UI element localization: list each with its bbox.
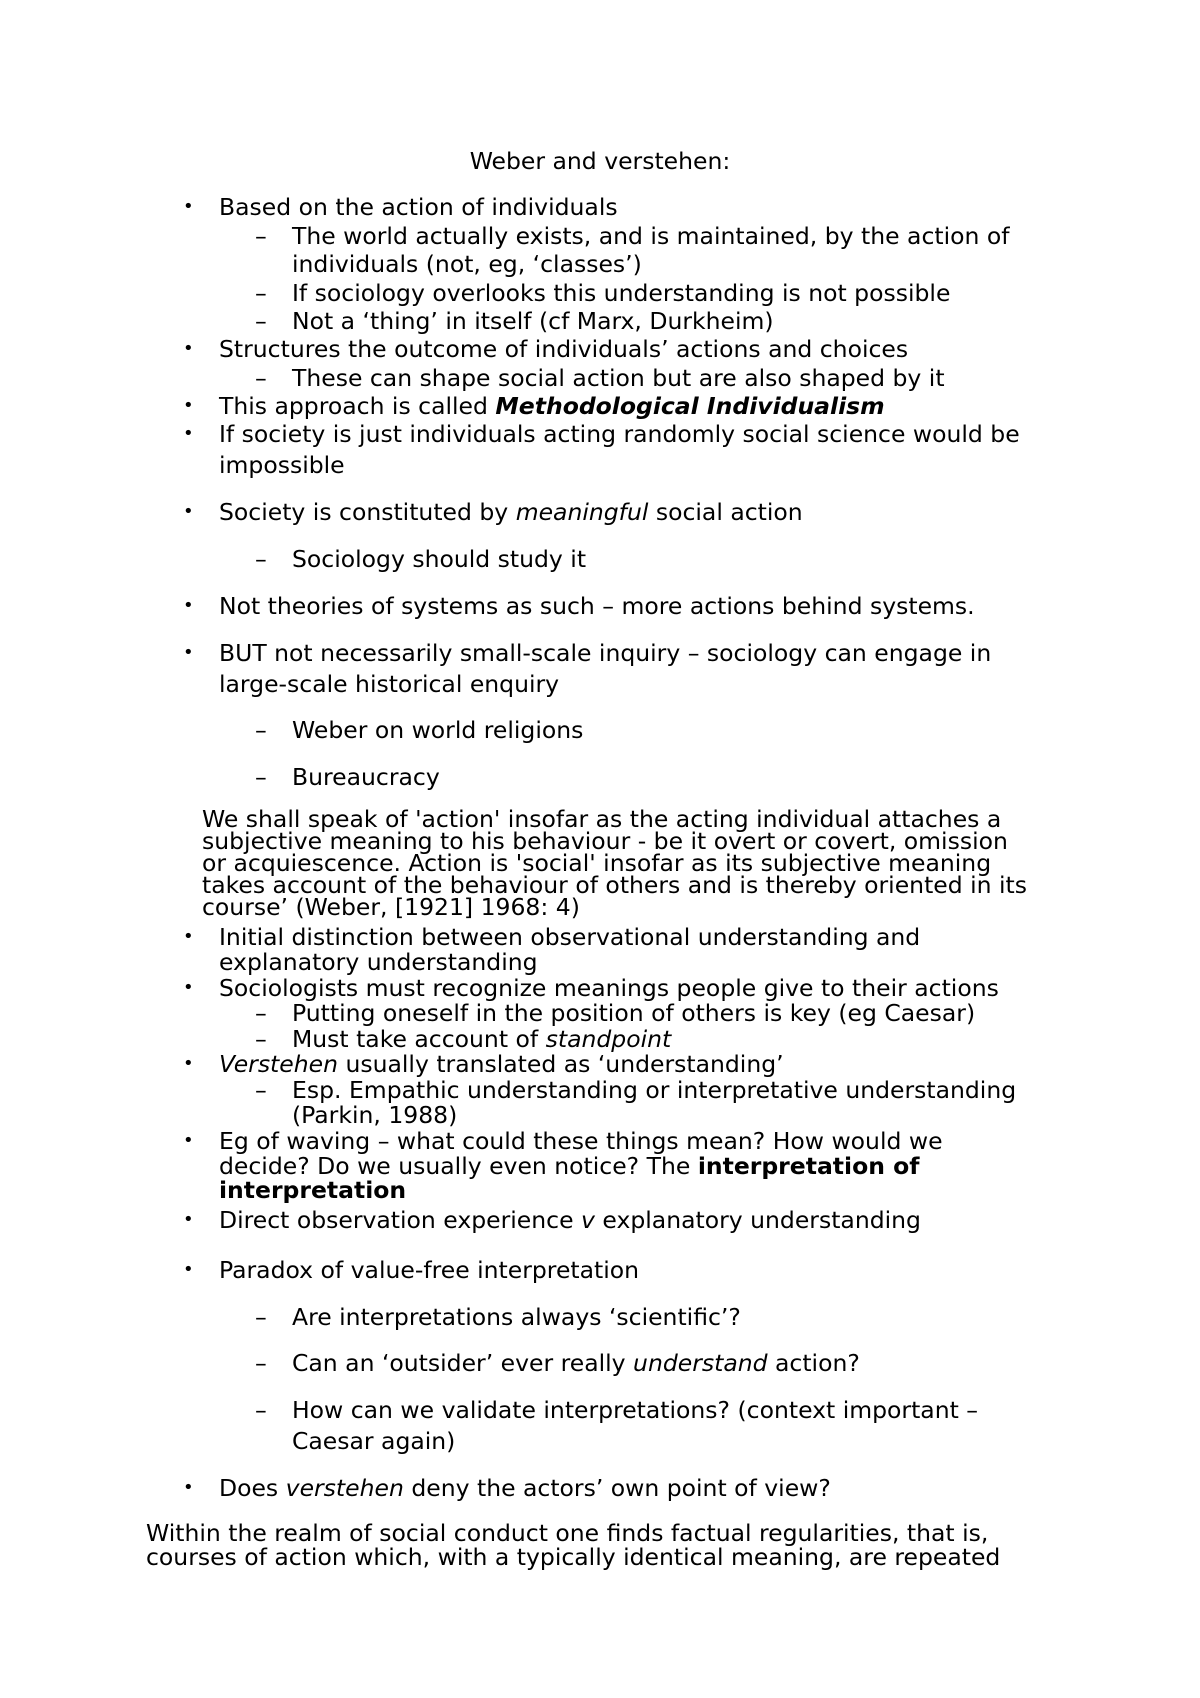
sub-bullet-item: If sociology overlooks this understanding is not possible xyxy=(292,279,951,307)
bullet-marker: • xyxy=(183,423,194,444)
emphasis-text: standpoint xyxy=(545,1025,672,1053)
dash-marker: – xyxy=(255,545,267,573)
bullet-marker: • xyxy=(183,1053,194,1074)
dash-marker: – xyxy=(255,279,267,307)
emphasis-text: Verstehen xyxy=(219,1050,338,1078)
bullet-continuation: large-scale historical enquiry xyxy=(219,670,560,698)
dash-marker: – xyxy=(255,1025,267,1053)
bullet-marker: • xyxy=(183,1130,194,1151)
paragraph-line: courses of action which, with a typically identical meaning, are repeated xyxy=(146,1543,1001,1571)
bullet-marker: • xyxy=(183,338,194,359)
sub-bullet-continuation: individuals (not, eg, ‘classes’) xyxy=(292,250,642,278)
dash-marker: – xyxy=(255,307,267,335)
sub-bullet-item: How can we validate interpretations? (context important – xyxy=(292,1396,979,1424)
bullet-marker: • xyxy=(183,595,194,616)
strong-text: interpretation xyxy=(219,1176,407,1204)
bullet-marker: • xyxy=(183,1477,194,1498)
bullet-item: Paradox of value-free interpretation xyxy=(219,1256,640,1284)
sub-bullet-item: These can shape social action but are also shaped by it xyxy=(292,364,945,392)
text-run: Society is constituted by xyxy=(219,498,516,526)
dash-marker: – xyxy=(255,1396,267,1424)
bullet-item: Structures the outcome of individuals’ actions and choices xyxy=(219,335,909,363)
sub-bullet-item: Are interpretations always ‘scientific’? xyxy=(292,1303,741,1331)
sub-bullet-item: Not a ‘thing’ in itself (cf Marx, Durkheim) xyxy=(292,307,774,335)
text-run: social action xyxy=(648,498,803,526)
bullet-item: Based on the action of individuals xyxy=(219,193,618,221)
dash-marker: – xyxy=(255,763,267,791)
strong-text: interpretation of xyxy=(697,1152,920,1180)
bullet-marker: • xyxy=(183,196,194,217)
quote-line: or acquiescence. Action is 'social' insofar as its subjective meaning xyxy=(202,849,992,877)
emphasis-text: v xyxy=(581,1206,595,1234)
text-run: explanatory understanding xyxy=(594,1206,921,1234)
bullet-item xyxy=(219,1050,784,1078)
bullet-continuation: explanatory understanding xyxy=(219,948,538,976)
bullet-item xyxy=(219,392,885,420)
bullet-item: BUT not necessarily small-scale inquiry – sociology can engage in xyxy=(219,639,992,667)
dash-marker: – xyxy=(255,999,267,1027)
paragraph-line: Within the realm of social conduct one finds factual regularities, that is, xyxy=(146,1519,989,1547)
bullet-marker: • xyxy=(183,501,194,522)
sub-bullet-item xyxy=(292,1025,671,1053)
dash-marker: – xyxy=(255,1076,267,1104)
quote-line: subjective meaning to his behaviour - be it overt or covert, omission xyxy=(202,827,1008,855)
text-run: action? xyxy=(767,1349,860,1377)
sub-bullet-continuation: (Parkin, 1988) xyxy=(292,1101,458,1129)
dash-marker: – xyxy=(255,1349,267,1377)
dash-marker: – xyxy=(255,364,267,392)
bullet-item: Sociologists must recognize meanings people give to their actions xyxy=(219,974,999,1002)
bullet-item: Eg of waving – what could these things mean? How would we xyxy=(219,1127,943,1155)
quote-line: course’ (Weber, [1921] 1968: 4) xyxy=(202,893,580,921)
emphasis-text: Methodological Individualism xyxy=(495,392,885,420)
bullet-item xyxy=(219,1474,831,1502)
emphasis-text: understand xyxy=(633,1349,768,1377)
sub-bullet-item: Esp. Empathic understanding or interpretative understanding xyxy=(292,1076,1017,1104)
bullet-marker: • xyxy=(183,395,194,416)
text-run: decide? Do we usually even notice? The xyxy=(219,1152,698,1180)
quote-line: We shall speak of 'action' insofar as the acting individual attaches a xyxy=(202,805,1002,833)
sub-bullet-item: Putting oneself in the position of others is key (eg Caesar) xyxy=(292,999,976,1027)
bullet-marker: • xyxy=(183,1259,194,1280)
bullet-item xyxy=(219,1206,921,1234)
bullet-continuation: impossible xyxy=(219,451,345,479)
dash-marker: – xyxy=(255,1303,267,1331)
text-run: Direct observation experience xyxy=(219,1206,582,1234)
bullet-marker: • xyxy=(183,926,194,947)
bullet-marker: • xyxy=(183,977,194,998)
bullet-item: If society is just individuals acting randomly social science would be xyxy=(219,420,1020,448)
quote-line: takes account of the behaviour of others and is thereby oriented in its xyxy=(202,871,1028,899)
bullet-marker: • xyxy=(183,642,194,663)
text-run: usually translated as ‘understanding’ xyxy=(337,1050,784,1078)
bullet-item: Initial distinction between observational understanding and xyxy=(219,923,921,951)
bullet-item xyxy=(219,498,803,526)
sub-bullet-item: Weber on world religions xyxy=(292,716,584,744)
text-run: Must take account of xyxy=(292,1025,546,1053)
bullet-item: Not theories of systems as such – more actions behind systems. xyxy=(219,592,975,620)
emphasis-text: meaningful xyxy=(515,498,649,526)
text-run: This approach is called xyxy=(219,392,496,420)
text-run: Does xyxy=(219,1474,286,1502)
dash-marker: – xyxy=(255,222,267,250)
bullet-marker: • xyxy=(183,1209,194,1230)
dash-marker: – xyxy=(255,716,267,744)
sub-bullet-item: Bureaucracy xyxy=(292,763,440,791)
document-title: Weber and verstehen: xyxy=(469,147,731,175)
emphasis-text: verstehen xyxy=(285,1474,404,1502)
sub-bullet-item: Sociology should study it xyxy=(292,545,587,573)
text-run: deny the actors’ own point of view? xyxy=(403,1474,831,1502)
sub-bullet-item xyxy=(292,1349,860,1377)
sub-bullet-continuation: Caesar again) xyxy=(292,1427,456,1455)
text-run: Can an ‘outsider’ ever really xyxy=(292,1349,634,1377)
bullet-continuation xyxy=(219,1176,406,1204)
sub-bullet-item: The world actually exists, and is maintained, by the action of xyxy=(292,222,1010,250)
